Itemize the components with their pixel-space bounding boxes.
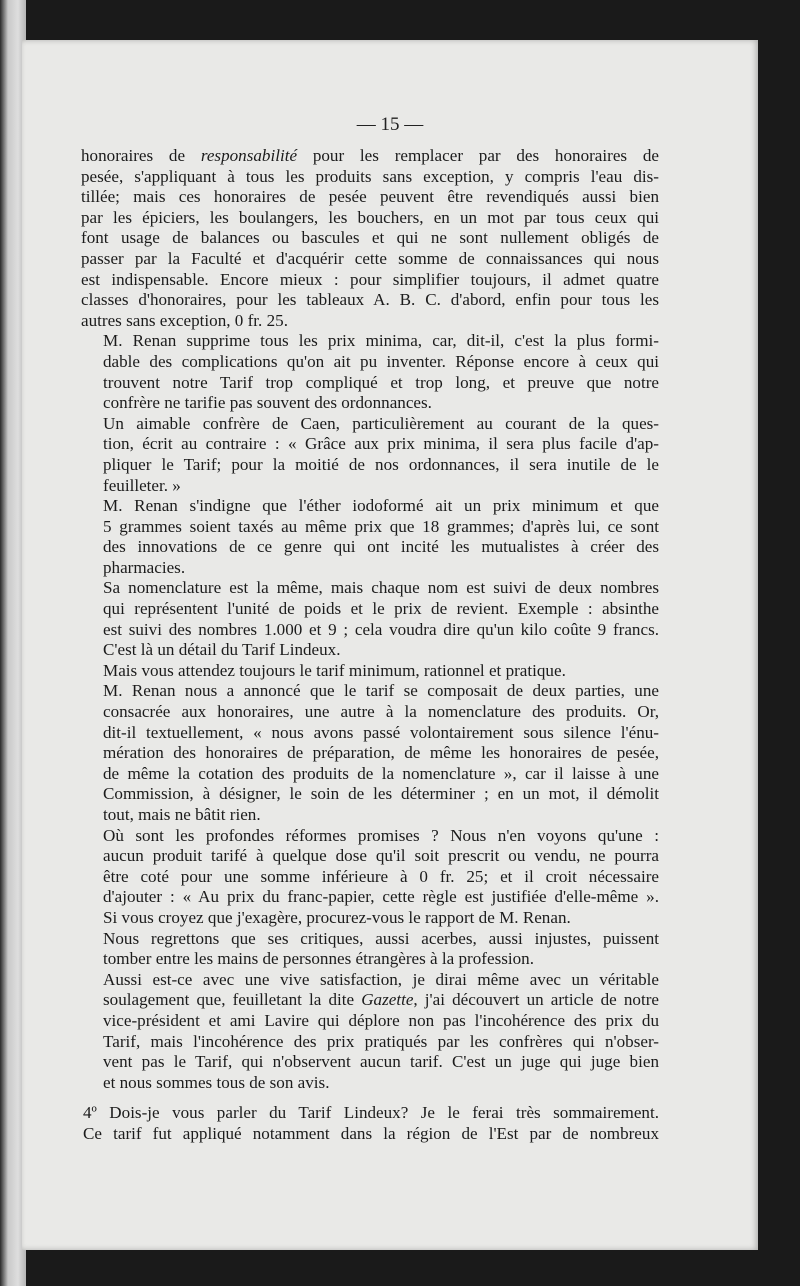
text-line <box>81 949 659 970</box>
paragraph <box>81 578 659 660</box>
book-page <box>22 40 758 1250</box>
text-segment: tout, mais ne bâtit rien. <box>103 805 261 824</box>
text-line <box>81 1103 659 1124</box>
text-line <box>81 228 659 249</box>
text-line <box>81 414 659 435</box>
text-segment: classes d'honoraires, pour les tableaux A. B. C. d'abord, enfin pour tous les <box>81 290 659 310</box>
text-line <box>81 1032 659 1053</box>
text-line <box>81 1052 659 1073</box>
paragraph <box>81 1103 659 1144</box>
text-line <box>81 846 659 867</box>
paragraph <box>81 146 659 331</box>
text-line <box>81 826 659 847</box>
text-line <box>81 249 659 270</box>
paragraph <box>81 970 659 1094</box>
text-line <box>81 558 659 579</box>
text-segment: consacrée aux honoraires, une autre à la nomenclature des produits. Or, <box>103 702 659 722</box>
text-line <box>81 434 659 455</box>
text-segment: pharmacies. <box>103 557 186 577</box>
paragraph <box>81 414 659 496</box>
text-segment: honoraires de <box>81 146 201 165</box>
text-line <box>81 620 659 641</box>
text-segment: de même la cotation des produits de la nomenclature », car il laisse à une <box>103 763 659 783</box>
text-segment: C'est là un détail du Tarif Lindeux. <box>103 640 341 660</box>
text-segment: feuilleter. » <box>103 475 181 495</box>
text-line <box>81 681 659 702</box>
text-line <box>81 1073 659 1094</box>
paragraph <box>81 681 659 825</box>
text-segment: Un aimable confrère de Caen, particulièrement au courant de la ques- <box>103 413 659 433</box>
text-segment: passer par la Faculté et d'acquérir cette somme de connaissances qui nous <box>81 248 659 268</box>
text-line <box>81 764 659 785</box>
paragraph <box>81 331 659 413</box>
text-segment: vent pas le Tarif, qui n'observent aucun tarif. C'est un juge qui juge bien <box>103 1052 659 1072</box>
text-segment: 5 grammes soient taxés au même prix que 18 grammes; d'après lui, ce sont <box>103 516 659 536</box>
text-segment: trouvent notre Tarif trop compliqué et trop long, et preuve que notre <box>103 372 659 392</box>
page-number: — 15 — <box>356 114 424 135</box>
text-segment: tion, écrit au contraire : « Grâce aux prix minima, il sera plus facile d'ap- <box>103 434 659 454</box>
text-segment: pliquer le Tarif; pour la moitié de nos ordonnances, il sera inutile de le <box>103 454 659 474</box>
text-line <box>81 146 659 167</box>
text-segment: Où sont les profondes réformes promises ? Nous n'en voyons qu'une : <box>103 825 659 845</box>
text-segment: Sa nomenclature est la même, mais chaque nom est suivi de deux nombres <box>103 578 659 598</box>
text-segment: tomber entre les mains de personnes étrangères à la profession. <box>103 949 534 969</box>
text-segment: confrère ne tarifie pas souvent des ordonnances. <box>103 393 432 413</box>
text-line <box>81 723 659 744</box>
text-line <box>81 805 659 826</box>
text-line <box>81 970 659 991</box>
text-segment: dable des complications qu'on ait pu inventer. Réponse encore à ceux qui <box>103 351 659 371</box>
text-line <box>81 517 659 538</box>
text-line <box>81 640 659 661</box>
text-line <box>81 373 659 394</box>
text-segment: tillée; mais ces honoraires de pesée peuvent être revendiqués aussi bien <box>81 187 659 207</box>
text-line <box>81 1124 659 1145</box>
text-segment: des innovations de ce genre qui ont incité les mutualistes à créer des <box>103 537 659 557</box>
page-body-text <box>81 146 659 1145</box>
paragraph <box>81 496 659 578</box>
text-line <box>81 352 659 373</box>
paragraph <box>81 826 659 929</box>
text-line <box>81 887 659 908</box>
text-line <box>81 1011 659 1032</box>
text-segment: font usage de balances ou bascules et qui ne sont nullement obligés de <box>81 228 659 248</box>
text-line <box>81 311 659 332</box>
text-line <box>81 393 659 414</box>
text-line <box>81 784 659 805</box>
text-line <box>81 187 659 208</box>
text-line <box>81 331 659 352</box>
text-line <box>81 867 659 888</box>
text-segment: qui représentent l'unité de poids et le prix de revient. Exemple : absinthe <box>103 599 659 619</box>
text-line <box>81 661 659 682</box>
text-segment: Tarif, mais l'incohérence des prix pratiqués par les confrères qui n'obser- <box>103 1031 659 1051</box>
text-segment: Mais vous attendez toujours le tarif minimum, rationnel et pratique. <box>103 660 566 680</box>
text-line <box>81 990 659 1011</box>
text-line <box>81 208 659 229</box>
text-segment: aucun produit tarifé à quelque dose qu'il soit prescrit ou vendu, ne pourra <box>103 846 659 866</box>
italic-text: responsabilité <box>200 146 298 165</box>
text-line <box>81 702 659 723</box>
text-line <box>81 537 659 558</box>
text-line <box>81 599 659 620</box>
text-segment: Si vous croyez que j'exagère, procurez-vous le rapport de M. Renan. <box>103 907 571 927</box>
text-segment: M. Renan nous a annoncé que le tarif se composait de deux parties, une <box>103 681 659 701</box>
text-segment: 4º Dois-je vous parler du Tarif Lindeux? Je le ferai très sommairement. <box>83 1103 659 1123</box>
text-line <box>81 290 659 311</box>
text-segment: , j'ai découvert un article de notre <box>413 990 659 1010</box>
text-segment: Ce tarif fut appliqué notamment dans la région de l'Est par de nombreux <box>83 1123 659 1143</box>
text-segment: vice-président et ami Lavire qui déplore non pas l'incohérence des prix du <box>103 1010 659 1030</box>
text-line <box>81 455 659 476</box>
text-segment: est indispensable. Encore mieux : pour simplifier toujours, il admet quatre <box>81 269 659 289</box>
text-line <box>81 908 659 929</box>
text-line <box>81 496 659 517</box>
text-segment: est suivi des nombres 1.000 et 9 ; cela voudra dire qu'un kilo coûte 9 francs. <box>103 619 659 639</box>
text-line <box>81 929 659 950</box>
text-segment: et nous sommes tous de son avis. <box>103 1072 330 1092</box>
text-segment: M. Renan s'indigne que l'éther iodoformé ait un prix minimum et que <box>103 496 659 516</box>
text-segment: autres sans exception, 0 fr. 25. <box>81 310 288 330</box>
text-line <box>81 270 659 291</box>
text-line <box>81 578 659 599</box>
text-segment: M. Renan supprime tous les prix minima, car, dit-il, c'est la plus formi- <box>103 331 659 351</box>
text-line <box>81 743 659 764</box>
text-line <box>81 167 659 188</box>
text-segment: soulagement que, feuilletant la dite <box>103 990 362 1010</box>
text-segment: dit-il textuellement, « nous avons passé volontairement sous silence l'énu- <box>103 722 659 742</box>
text-segment: pour les remplacer par des honoraires de <box>297 146 659 165</box>
text-line <box>81 476 659 497</box>
italic-text: Gazette <box>361 990 414 1010</box>
text-segment: par les épiciers, les boulangers, les bouchers, en un mot par tous ceux qui <box>81 207 659 227</box>
text-segment: Aussi est-ce avec une vive satisfaction, je dirai même avec un véritable <box>103 969 659 989</box>
text-segment: Nous regrettons que ses critiques, aussi acerbes, aussi injustes, puissent <box>103 928 659 948</box>
text-segment: d'ajouter : « Au prix du franc-papier, cette règle est justifiée d'elle-même ». <box>103 887 659 907</box>
text-segment: pesée, s'appliquant à tous les produits sans exception, y compris l'eau dis- <box>81 166 659 186</box>
paragraph <box>81 661 659 682</box>
text-segment: être coté pour une somme inférieure à 0 fr. 25; et il croit nécessaire <box>103 866 659 886</box>
text-segment: mération des honoraires de préparation, de même les honoraires de pesée, <box>103 743 659 763</box>
paragraph <box>81 929 659 970</box>
text-segment: Commission, à désigner, le soin de les déterminer ; en un mot, il démolit <box>103 784 659 804</box>
